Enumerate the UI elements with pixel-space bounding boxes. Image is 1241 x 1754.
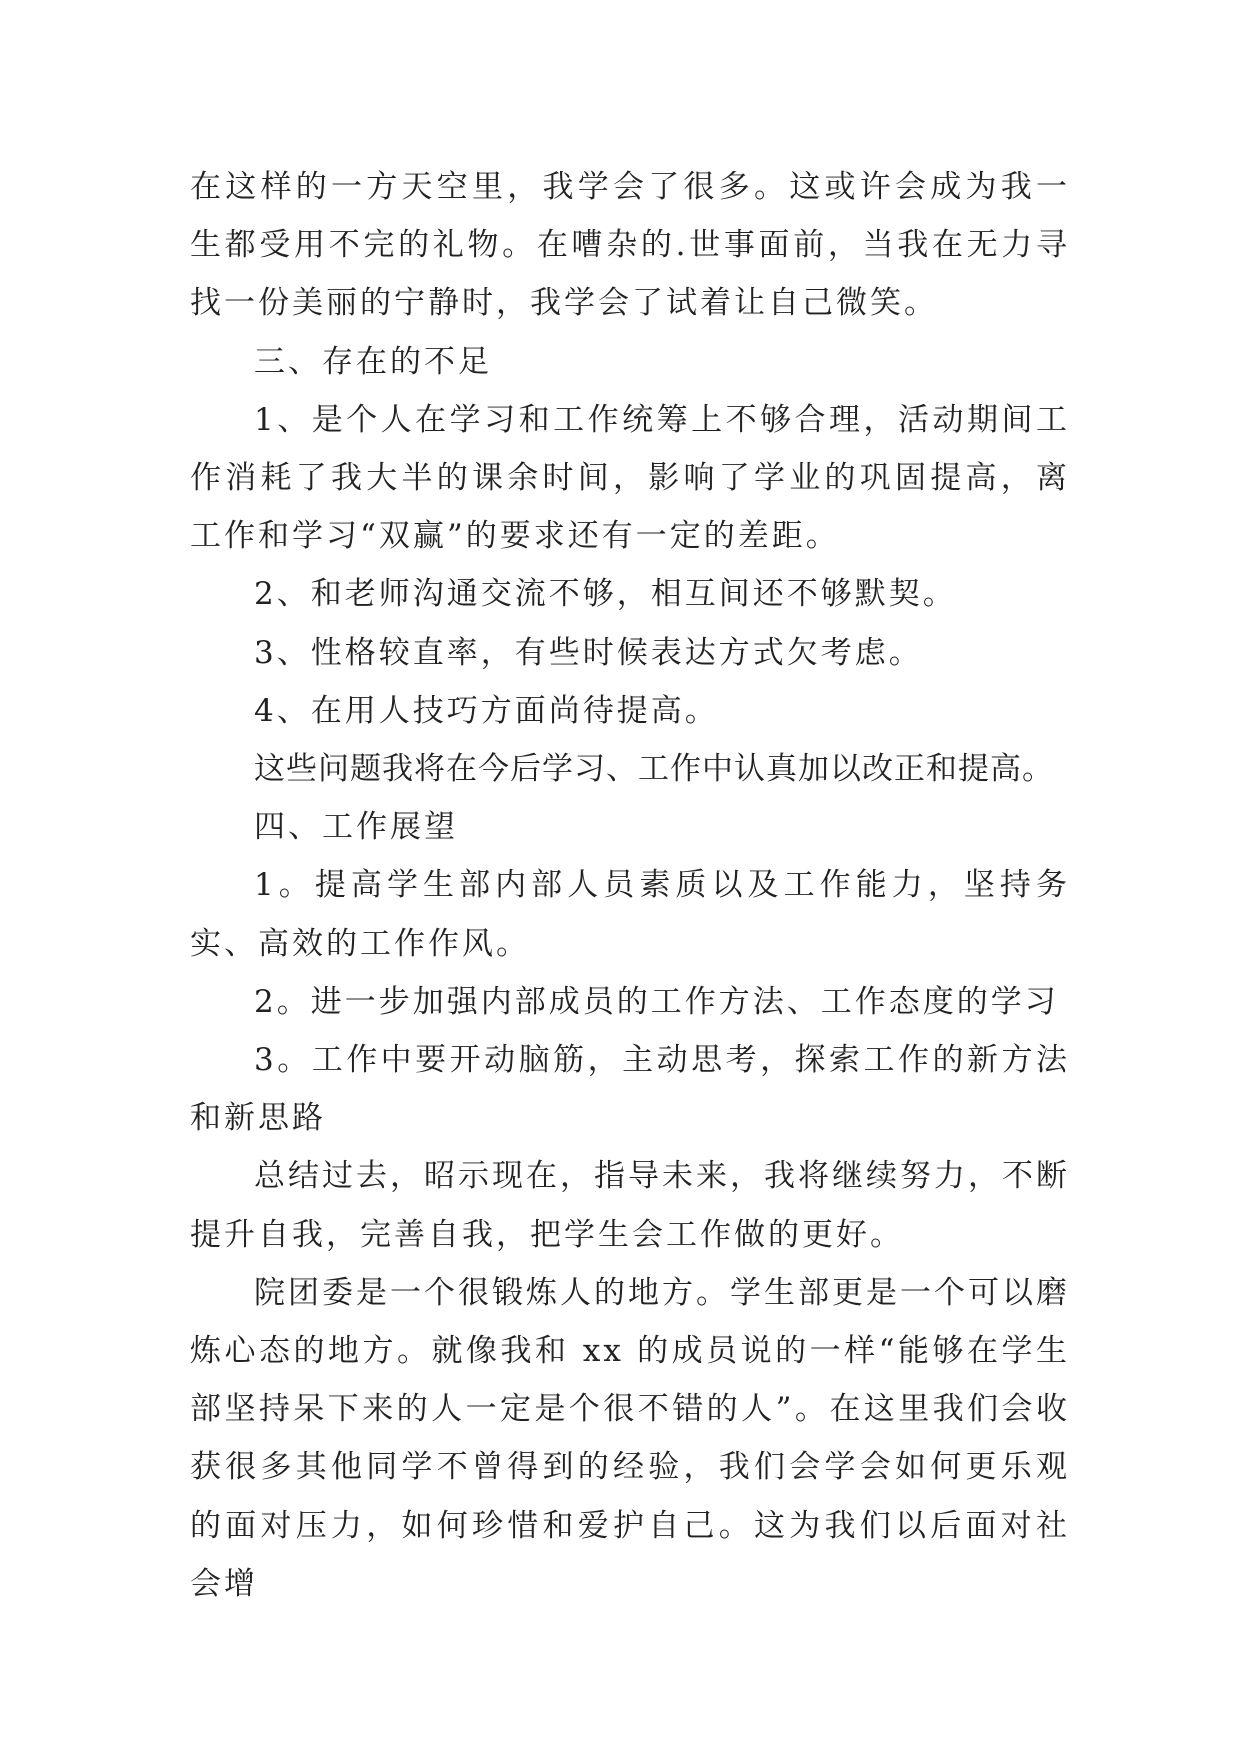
shortcoming-item-2: 2、和老师沟通交流不够，相互间还不够默契。	[254, 576, 957, 613]
closing-paragraph: 院团委是一个很锻炼人的地方。学生部更是一个可以磨炼心态的地方。就像我和 xx 的成员说的一样“能够在学生部坚持呆下来的人一定是个很不错的人”。在这里我们会收获很多其他同学不曾得到的经验，我们会学会如何更乐观的面对压力，如何珍惜和爱护自己。这为我们以后面对社会增	[190, 1274, 1070, 1602]
improvement-statement: 这些问题我将在今后学习、工作中认真加以改正和提高。	[254, 751, 1054, 788]
shortcoming-item-1: 1、是个人在学习和工作统筹上不够合理，活动期间工作消耗了我大半的课余时间，影响了学业的巩固提高，离工作和学习“双赢”的要求还有一定的差距。	[190, 401, 1070, 555]
outlook-item-1: 1。提高学生部内部人员素质以及工作能力，坚持务实、高效的工作作风。	[190, 867, 1070, 962]
section-heading-outlook: 四、工作展望	[254, 809, 458, 846]
document-body	[190, 158, 1070, 1613]
shortcoming-item-4: 4、在用人技巧方面尚待提高。	[254, 692, 719, 729]
section-heading-shortcomings: 三、存在的不足	[254, 343, 492, 380]
paragraph-continuation: 在这样的一方天空里，我学会了很多。这或许会成为我一生都受用不完的礼物。在嘈杂的.世事面前，当我在无力寻找一份美丽的宁静时，我学会了试着让自己微笑。	[190, 169, 1070, 322]
outlook-item-3: 3。工作中要开动脑筋，主动思考，探索工作的新方法和新思路	[190, 1042, 1070, 1137]
summary-paragraph: 总结过去，昭示现在，指导未来，我将继续努力，不断提升自我，完善自我，把学生会工作做的更好。	[190, 1158, 1070, 1253]
outlook-item-2: 2。进一步加强内部成员的工作方法、工作态度的学习	[254, 983, 1059, 1020]
shortcoming-item-3: 3、性格较直率，有些时候表达方式欠考虑。	[254, 634, 923, 671]
